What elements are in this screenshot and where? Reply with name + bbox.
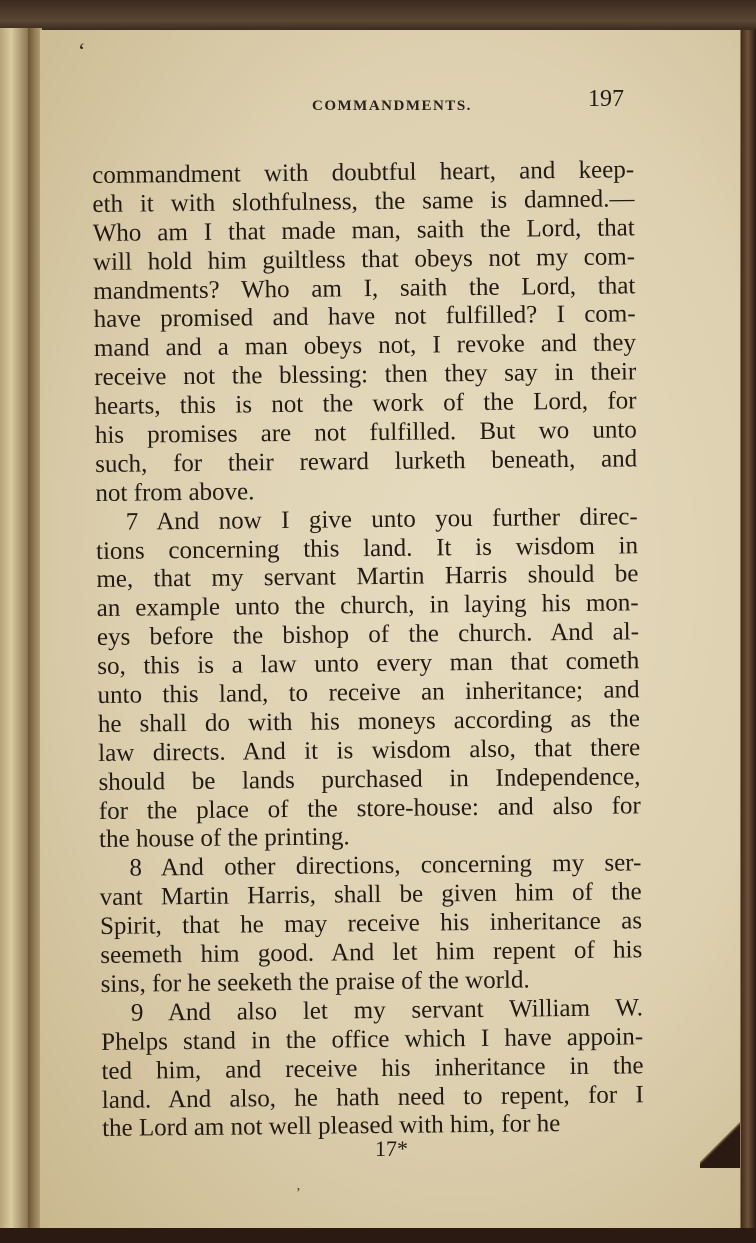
- page-body-text: [92, 156, 644, 1144]
- text-line: tions concerning this land. It is wisdom in: [95, 531, 639, 565]
- text-line: not from above.: [95, 478, 255, 507]
- corner-mark: ‘: [78, 38, 86, 63]
- book-top-edge: [0, 0, 756, 30]
- text-line: 8 And other directions, concerning my ser-: [129, 849, 642, 883]
- running-head: COMMANDMENTS.: [312, 98, 472, 114]
- text-line: will hold him guiltless that obeys not my com-: [92, 242, 636, 276]
- worn-page-corner: [700, 1118, 740, 1168]
- text-line: should be lands purchased in Independence,: [98, 762, 641, 796]
- text-line: law directs. And it is wisdom also, that there: [98, 734, 641, 767]
- page-number: 197: [588, 86, 624, 112]
- text-line: mand and a man obeys not, I revoke and they: [93, 329, 637, 363]
- text-line: the Lord am not well pleased with him, for he: [101, 1110, 561, 1143]
- text-line: have promised and have not fulfilled? I com-: [93, 300, 636, 334]
- text-line: 9 And also let my servant William W.: [130, 994, 644, 1027]
- book-cover-edge: [740, 30, 756, 1230]
- text-line: unto this land, to receive an inheritance; and: [97, 676, 640, 710]
- text-line: eth it with slothfulness, the same is damned.—: [92, 185, 635, 218]
- text-line: the house of the printing.: [98, 823, 350, 854]
- text-line: vant Martin Harris, shall be given him of the: [99, 878, 642, 912]
- text-line: hearts, this is not the work of the Lord, for: [94, 387, 637, 421]
- text-line: an example unto the church, in laying his mon-: [96, 589, 639, 623]
- text-line: his promises are not fulfilled. But wo unto: [94, 416, 637, 449]
- text-line: he shall do with his moneys according as the: [97, 705, 641, 738]
- text-line: land. And also, he hath need to repent, for I: [101, 1080, 644, 1114]
- text-line: seemeth him good. And let him repent of his: [100, 936, 643, 970]
- text-line: Spirit, that he may receive his inheritance as: [99, 907, 643, 941]
- book-bottom-edge: [0, 1228, 756, 1243]
- text-line: receive not the blessing: then they say in their: [94, 358, 637, 392]
- text-line: eys before the bishop of the church. And al-: [96, 618, 640, 652]
- text-line: me, that my servant Martin Harris should be: [96, 560, 639, 594]
- text-line: ted him, and receive his inheritance in the: [101, 1051, 644, 1085]
- text-line: for the place of the store-house: and also for: [98, 791, 641, 825]
- text-line: mandments? Who am I, saith the Lord, that: [93, 271, 636, 305]
- page-header: [90, 84, 670, 124]
- facing-page-edge: [0, 28, 30, 1233]
- text-line: Who am I that made man, saith the Lord, that: [92, 214, 635, 247]
- bottom-mark: ’: [296, 1186, 301, 1201]
- text-line: so, this is a law unto every man that cometh: [97, 647, 640, 681]
- text-line: commandment with doubtful heart, and keep-: [92, 156, 635, 189]
- printer-signature: 17*: [375, 1136, 408, 1161]
- text-line: 7 And now I give unto you further direc-: [125, 502, 638, 536]
- text-line: such, for their reward lurketh beneath, and: [95, 445, 638, 478]
- text-line: Phelps stand in the office which I have appoin-: [101, 1022, 644, 1056]
- text-line: sins, for he seeketh the praise of the world.: [100, 966, 530, 998]
